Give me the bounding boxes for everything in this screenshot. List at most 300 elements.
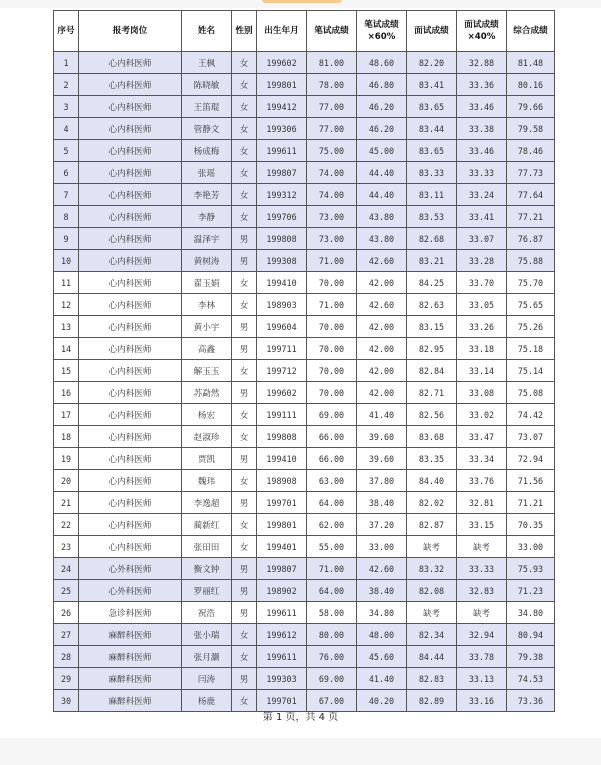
cell-position: 心内科医师 xyxy=(79,140,182,162)
cell-interview-weighted: 33.46 xyxy=(457,96,507,118)
cell-index: 5 xyxy=(54,140,79,162)
cell-name: 张小瑞 xyxy=(182,624,232,646)
cell-total-score: 79.38 xyxy=(507,646,555,668)
cell-written-score: 80.00 xyxy=(307,624,357,646)
cell-birth: 199801 xyxy=(257,74,307,96)
cell-interview-score: 83.68 xyxy=(407,426,457,448)
table-row xyxy=(54,228,555,250)
cell-position: 心内科医师 xyxy=(79,118,182,140)
cell-interview-weighted: 33.78 xyxy=(457,646,507,668)
cell-interview-score: 82.95 xyxy=(407,338,457,360)
cell-name: 陈晓敏 xyxy=(182,74,232,96)
table-row xyxy=(54,118,555,140)
table-row xyxy=(54,646,555,668)
cell-position: 心内科医师 xyxy=(79,360,182,382)
table-row xyxy=(54,580,555,602)
header-birth: 出生年月 xyxy=(257,11,307,52)
cell-written-weighted: 43.80 xyxy=(357,206,407,228)
cell-index: 22 xyxy=(54,514,79,536)
cell-gender: 男 xyxy=(232,316,257,338)
cell-interview-score: 83.32 xyxy=(407,558,457,580)
cell-written-score: 71.00 xyxy=(307,250,357,272)
cell-index: 2 xyxy=(54,74,79,96)
cell-position: 心内科医师 xyxy=(79,426,182,448)
cell-written-weighted: 46.20 xyxy=(357,118,407,140)
cell-birth: 199312 xyxy=(257,184,307,206)
header-total-score: 综合成绩 xyxy=(507,11,555,52)
cell-birth: 198908 xyxy=(257,470,307,492)
cell-interview-weighted: 33.70 xyxy=(457,272,507,294)
cell-written-score: 66.00 xyxy=(307,426,357,448)
cell-gender: 女 xyxy=(232,52,257,74)
cell-interview-weighted: 33.26 xyxy=(457,316,507,338)
table-row xyxy=(54,74,555,96)
table-row xyxy=(54,536,555,558)
cell-interview-weighted: 33.15 xyxy=(457,514,507,536)
cell-written-weighted: 48.60 xyxy=(357,52,407,74)
cell-birth: 199306 xyxy=(257,118,307,140)
cell-interview-score: 83.11 xyxy=(407,184,457,206)
cell-interview-score: 83.33 xyxy=(407,162,457,184)
table-row xyxy=(54,316,555,338)
cell-interview-weighted: 33.02 xyxy=(457,404,507,426)
cell-index: 1 xyxy=(54,52,79,74)
cell-birth: 199801 xyxy=(257,514,307,536)
cell-interview-score: 83.44 xyxy=(407,118,457,140)
cell-interview-score: 84.40 xyxy=(407,470,457,492)
table-row xyxy=(54,52,555,74)
table-row xyxy=(54,514,555,536)
cell-interview-weighted: 33.18 xyxy=(457,338,507,360)
cell-total-score: 71.21 xyxy=(507,492,555,514)
cell-position: 心内科医师 xyxy=(79,316,182,338)
cell-interview-weighted: 33.76 xyxy=(457,470,507,492)
table-row xyxy=(54,250,555,272)
cell-index: 19 xyxy=(54,448,79,470)
cell-index: 18 xyxy=(54,426,79,448)
cell-birth: 199711 xyxy=(257,338,307,360)
table-row xyxy=(54,382,555,404)
cell-interview-score: 82.02 xyxy=(407,492,457,514)
header-written-score: 笔试成绩 xyxy=(307,11,357,52)
cell-written-weighted: 42.00 xyxy=(357,338,407,360)
cell-birth: 199111 xyxy=(257,404,307,426)
cell-index: 4 xyxy=(54,118,79,140)
cell-name: 蔺新红 xyxy=(182,514,232,536)
page-bottom-margin xyxy=(0,738,601,765)
cell-interview-score: 82.89 xyxy=(407,690,457,712)
cell-interview-score: 82.08 xyxy=(407,580,457,602)
cell-interview-weighted: 33.38 xyxy=(457,118,507,140)
cell-index: 3 xyxy=(54,96,79,118)
cell-written-score: 70.00 xyxy=(307,338,357,360)
table-row xyxy=(54,448,555,470)
table-header-row xyxy=(54,11,555,52)
cell-birth: 199611 xyxy=(257,646,307,668)
cell-written-score: 63.00 xyxy=(307,470,357,492)
cell-position: 心内科医师 xyxy=(79,250,182,272)
cell-gender: 女 xyxy=(232,514,257,536)
cell-name: 黄树涛 xyxy=(182,250,232,272)
cell-gender: 女 xyxy=(232,646,257,668)
header-name: 姓名 xyxy=(182,11,232,52)
cell-position: 心外科医师 xyxy=(79,558,182,580)
cell-interview-weighted: 33.13 xyxy=(457,668,507,690)
cell-gender: 男 xyxy=(232,602,257,624)
cell-interview-score: 83.41 xyxy=(407,74,457,96)
cell-interview-weighted: 33.28 xyxy=(457,250,507,272)
cell-name: 罗丽红 xyxy=(182,580,232,602)
cell-index: 14 xyxy=(54,338,79,360)
cell-index: 26 xyxy=(54,602,79,624)
cell-interview-weighted: 33.34 xyxy=(457,448,507,470)
cell-position: 麻醉科医师 xyxy=(79,690,182,712)
table-body xyxy=(54,52,555,712)
cell-gender: 女 xyxy=(232,624,257,646)
cell-position: 心内科医师 xyxy=(79,382,182,404)
cell-written-weighted: 42.60 xyxy=(357,294,407,316)
cell-interview-score: 82.68 xyxy=(407,228,457,250)
cell-birth: 199602 xyxy=(257,382,307,404)
cell-interview-score: 84.44 xyxy=(407,646,457,668)
cell-total-score: 76.87 xyxy=(507,228,555,250)
cell-birth: 198903 xyxy=(257,294,307,316)
cell-position: 心内科医师 xyxy=(79,404,182,426)
cell-written-score: 75.00 xyxy=(307,140,357,162)
cell-interview-weighted: 32.81 xyxy=(457,492,507,514)
cell-written-score: 77.00 xyxy=(307,118,357,140)
cell-name: 闫涛 xyxy=(182,668,232,690)
cell-index: 29 xyxy=(54,668,79,690)
page-footer: 第 1 页，共 4 页 xyxy=(262,712,339,723)
cell-written-weighted: 38.40 xyxy=(357,580,407,602)
cell-position: 心内科医师 xyxy=(79,536,182,558)
cell-written-weighted: 43.80 xyxy=(357,228,407,250)
cell-birth: 199410 xyxy=(257,448,307,470)
cell-total-score: 75.65 xyxy=(507,294,555,316)
cell-total-score: 75.08 xyxy=(507,382,555,404)
cell-index: 21 xyxy=(54,492,79,514)
table-row xyxy=(54,184,555,206)
table-row xyxy=(54,624,555,646)
cell-interview-weighted: 33.33 xyxy=(457,558,507,580)
cell-name: 李逸超 xyxy=(182,492,232,514)
cell-written-weighted: 42.00 xyxy=(357,360,407,382)
cell-written-score: 77.00 xyxy=(307,96,357,118)
cell-birth: 199701 xyxy=(257,690,307,712)
cell-interview-weighted: 33.16 xyxy=(457,690,507,712)
table-row xyxy=(54,162,555,184)
cell-written-weighted: 42.00 xyxy=(357,382,407,404)
cell-interview-weighted: 33.05 xyxy=(457,294,507,316)
cell-total-score: 71.23 xyxy=(507,580,555,602)
cell-written-weighted: 42.00 xyxy=(357,316,407,338)
cell-name: 张月灏 xyxy=(182,646,232,668)
cell-gender: 女 xyxy=(232,404,257,426)
cell-written-weighted: 34.80 xyxy=(357,602,407,624)
cell-total-score: 70.35 xyxy=(507,514,555,536)
cell-written-weighted: 44.40 xyxy=(357,184,407,206)
cell-name: 魏玮 xyxy=(182,470,232,492)
cell-name: 祝浩 xyxy=(182,602,232,624)
cell-interview-score: 83.15 xyxy=(407,316,457,338)
cell-position: 急诊科医师 xyxy=(79,602,182,624)
cell-total-score: 79.66 xyxy=(507,96,555,118)
cell-index: 25 xyxy=(54,580,79,602)
cell-written-score: 64.00 xyxy=(307,492,357,514)
cell-gender: 男 xyxy=(232,580,257,602)
cell-written-score: 69.00 xyxy=(307,404,357,426)
cell-total-score: 75.26 xyxy=(507,316,555,338)
cell-gender: 男 xyxy=(232,382,257,404)
score-table xyxy=(53,10,555,712)
cell-interview-weighted: 33.08 xyxy=(457,382,507,404)
cell-written-score: 66.00 xyxy=(307,448,357,470)
cell-position: 心内科医师 xyxy=(79,184,182,206)
cell-written-weighted: 33.00 xyxy=(357,536,407,558)
cell-written-weighted: 44.40 xyxy=(357,162,407,184)
cell-interview-score: 82.84 xyxy=(407,360,457,382)
cell-position: 心外科医师 xyxy=(79,580,182,602)
cell-gender: 女 xyxy=(232,140,257,162)
header-gender: 性别 xyxy=(232,11,257,52)
cell-birth: 199706 xyxy=(257,206,307,228)
cell-interview-score: 82.20 xyxy=(407,52,457,74)
cell-position: 心内科医师 xyxy=(79,338,182,360)
cell-position: 心内科医师 xyxy=(79,470,182,492)
cell-index: 20 xyxy=(54,470,79,492)
cell-written-score: 71.00 xyxy=(307,294,357,316)
cell-birth: 199712 xyxy=(257,360,307,382)
cell-total-score: 71.56 xyxy=(507,470,555,492)
cell-name: 衡文钟 xyxy=(182,558,232,580)
cell-name: 张瑶 xyxy=(182,162,232,184)
cell-index: 12 xyxy=(54,294,79,316)
cell-name: 李静 xyxy=(182,206,232,228)
cell-birth: 199701 xyxy=(257,492,307,514)
cell-total-score: 75.14 xyxy=(507,360,555,382)
cell-name: 管静文 xyxy=(182,118,232,140)
cell-name: 李艳芳 xyxy=(182,184,232,206)
cell-written-weighted: 46.80 xyxy=(357,74,407,96)
cell-written-score: 70.00 xyxy=(307,316,357,338)
table-row xyxy=(54,338,555,360)
cell-total-score: 81.48 xyxy=(507,52,555,74)
cell-interview-weighted: 33.46 xyxy=(457,140,507,162)
cell-name: 贾凯 xyxy=(182,448,232,470)
cell-interview-weighted: 33.14 xyxy=(457,360,507,382)
cell-written-score: 64.00 xyxy=(307,580,357,602)
cell-written-weighted: 40.20 xyxy=(357,690,407,712)
header-written-weighted: 笔试成绩×60% xyxy=(357,11,407,52)
cell-written-score: 73.00 xyxy=(307,206,357,228)
cell-total-score: 78.46 xyxy=(507,140,555,162)
table-row xyxy=(54,426,555,448)
cell-interview-weighted: 33.41 xyxy=(457,206,507,228)
cell-gender: 男 xyxy=(232,228,257,250)
cell-interview-score: 83.53 xyxy=(407,206,457,228)
cell-index: 15 xyxy=(54,360,79,382)
cell-written-score: 74.00 xyxy=(307,184,357,206)
cell-interview-weighted: 缺考 xyxy=(457,602,507,624)
cell-gender: 女 xyxy=(232,426,257,448)
cell-name: 李林 xyxy=(182,294,232,316)
cell-interview-score: 82.34 xyxy=(407,624,457,646)
cell-birth: 199808 xyxy=(257,426,307,448)
cell-gender: 女 xyxy=(232,184,257,206)
cell-name: 杨鹿 xyxy=(182,690,232,712)
cell-position: 麻醉科医师 xyxy=(79,624,182,646)
cell-written-weighted: 46.20 xyxy=(357,96,407,118)
cell-interview-weighted: 33.33 xyxy=(457,162,507,184)
cell-gender: 男 xyxy=(232,558,257,580)
cell-interview-score: 82.83 xyxy=(407,668,457,690)
header-interview-score: 面试成绩 xyxy=(407,11,457,52)
cell-gender: 女 xyxy=(232,536,257,558)
table-row xyxy=(54,96,555,118)
cell-index: 17 xyxy=(54,404,79,426)
table-row xyxy=(54,206,555,228)
cell-gender: 男 xyxy=(232,338,257,360)
cell-written-score: 62.00 xyxy=(307,514,357,536)
cell-position: 心内科医师 xyxy=(79,272,182,294)
cell-name: 杨成梅 xyxy=(182,140,232,162)
cell-name: 黄小宇 xyxy=(182,316,232,338)
cell-index: 16 xyxy=(54,382,79,404)
cell-name: 赵淑珍 xyxy=(182,426,232,448)
cell-written-weighted: 45.00 xyxy=(357,140,407,162)
cell-index: 28 xyxy=(54,646,79,668)
cell-birth: 199412 xyxy=(257,96,307,118)
cell-total-score: 73.07 xyxy=(507,426,555,448)
cell-total-score: 79.58 xyxy=(507,118,555,140)
cell-birth: 199808 xyxy=(257,228,307,250)
cell-gender: 女 xyxy=(232,360,257,382)
cell-total-score: 77.21 xyxy=(507,206,555,228)
cell-total-score: 34.80 xyxy=(507,602,555,624)
cell-name: 王枫 xyxy=(182,52,232,74)
table-row xyxy=(54,404,555,426)
cell-birth: 199410 xyxy=(257,272,307,294)
table-row xyxy=(54,360,555,382)
cell-name: 翟玉娟 xyxy=(182,272,232,294)
cell-position: 心内科医师 xyxy=(79,448,182,470)
cell-written-weighted: 41.40 xyxy=(357,668,407,690)
table-row xyxy=(54,668,555,690)
cell-birth: 199401 xyxy=(257,536,307,558)
table-row xyxy=(54,558,555,580)
cell-total-score: 77.64 xyxy=(507,184,555,206)
table-row xyxy=(54,492,555,514)
cell-position: 心内科医师 xyxy=(79,514,182,536)
cell-total-score: 77.73 xyxy=(507,162,555,184)
cell-position: 心内科医师 xyxy=(79,52,182,74)
table-row xyxy=(54,470,555,492)
cell-written-weighted: 41.40 xyxy=(357,404,407,426)
table-row xyxy=(54,602,555,624)
cell-position: 心内科医师 xyxy=(79,294,182,316)
cell-written-weighted: 45.60 xyxy=(357,646,407,668)
cell-interview-weighted: 缺考 xyxy=(457,536,507,558)
cell-total-score: 75.88 xyxy=(507,250,555,272)
cell-interview-score: 83.35 xyxy=(407,448,457,470)
cell-written-weighted: 39.60 xyxy=(357,448,407,470)
cell-birth: 199807 xyxy=(257,558,307,580)
cell-position: 心内科医师 xyxy=(79,206,182,228)
cell-total-score: 72.94 xyxy=(507,448,555,470)
cell-total-score: 33.00 xyxy=(507,536,555,558)
cell-gender: 女 xyxy=(232,118,257,140)
cell-written-score: 70.00 xyxy=(307,360,357,382)
cell-written-score: 74.00 xyxy=(307,162,357,184)
cell-written-weighted: 42.00 xyxy=(357,272,407,294)
cell-written-score: 73.00 xyxy=(307,228,357,250)
cell-written-score: 81.00 xyxy=(307,52,357,74)
cell-gender: 女 xyxy=(232,272,257,294)
table-row xyxy=(54,140,555,162)
cell-interview-score: 84.25 xyxy=(407,272,457,294)
cell-index: 6 xyxy=(54,162,79,184)
cell-written-weighted: 38.40 xyxy=(357,492,407,514)
cell-total-score: 73.36 xyxy=(507,690,555,712)
header-index: 序号 xyxy=(54,11,79,52)
cell-interview-score: 83.21 xyxy=(407,250,457,272)
cell-total-score: 80.16 xyxy=(507,74,555,96)
cell-interview-score: 缺考 xyxy=(407,536,457,558)
cell-gender: 女 xyxy=(232,690,257,712)
cell-interview-score: 83.65 xyxy=(407,140,457,162)
cell-index: 23 xyxy=(54,536,79,558)
cell-index: 7 xyxy=(54,184,79,206)
cell-index: 13 xyxy=(54,316,79,338)
cell-position: 心内科医师 xyxy=(79,162,182,184)
cell-written-weighted: 48.00 xyxy=(357,624,407,646)
cell-name: 王笛琨 xyxy=(182,96,232,118)
cell-birth: 199611 xyxy=(257,140,307,162)
cell-written-weighted: 37.80 xyxy=(357,470,407,492)
cell-total-score: 74.53 xyxy=(507,668,555,690)
cell-birth: 199303 xyxy=(257,668,307,690)
cell-written-score: 71.00 xyxy=(307,558,357,580)
table-row xyxy=(54,272,555,294)
cell-interview-score: 82.71 xyxy=(407,382,457,404)
cell-interview-score: 82.87 xyxy=(407,514,457,536)
cell-interview-weighted: 33.47 xyxy=(457,426,507,448)
cell-position: 心内科医师 xyxy=(79,96,182,118)
cell-interview-score: 缺考 xyxy=(407,602,457,624)
cell-total-score: 75.70 xyxy=(507,272,555,294)
cell-index: 9 xyxy=(54,228,79,250)
cell-name: 杨宏 xyxy=(182,404,232,426)
cell-gender: 男 xyxy=(232,250,257,272)
cell-written-score: 70.00 xyxy=(307,272,357,294)
header-interview-weighted: 面试成绩×40% xyxy=(457,11,507,52)
cell-interview-weighted: 33.24 xyxy=(457,184,507,206)
cell-birth: 199308 xyxy=(257,250,307,272)
cell-gender: 男 xyxy=(232,668,257,690)
cell-birth: 199611 xyxy=(257,602,307,624)
cell-name: 温泽宇 xyxy=(182,228,232,250)
cell-position: 心内科医师 xyxy=(79,74,182,96)
cell-name: 高鑫 xyxy=(182,338,232,360)
cell-written-weighted: 37.20 xyxy=(357,514,407,536)
cell-interview-score: 82.63 xyxy=(407,294,457,316)
cell-interview-weighted: 33.36 xyxy=(457,74,507,96)
table-row xyxy=(54,294,555,316)
cell-birth: 199612 xyxy=(257,624,307,646)
cell-interview-weighted: 32.94 xyxy=(457,624,507,646)
cell-gender: 女 xyxy=(232,162,257,184)
